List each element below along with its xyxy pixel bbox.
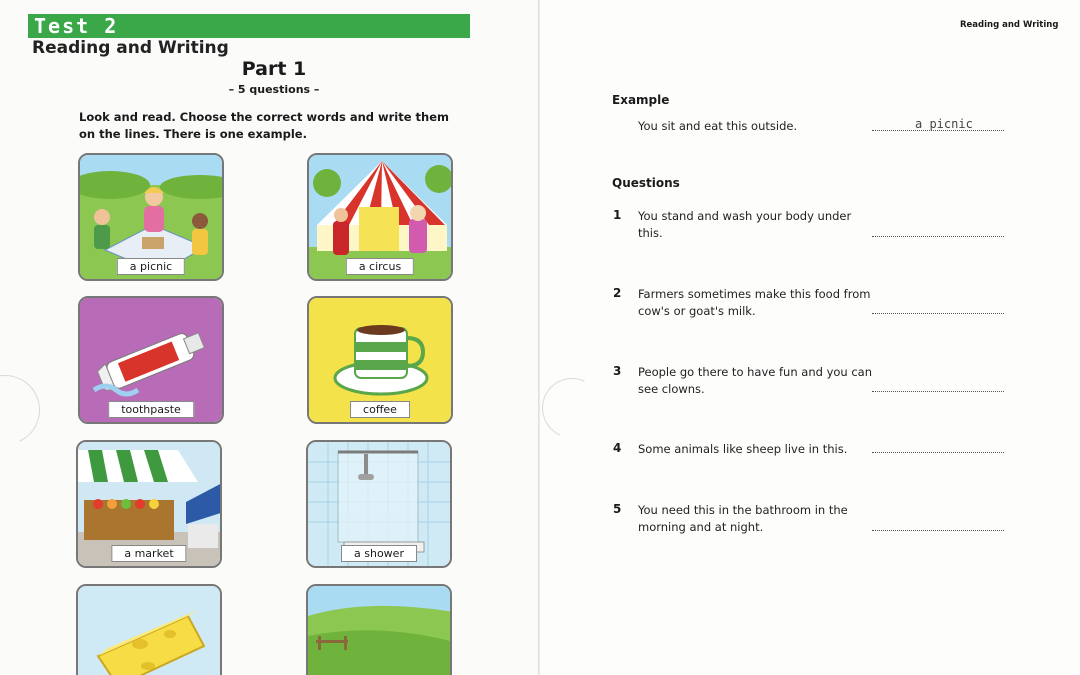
section-title: Reading and Writing bbox=[32, 38, 229, 58]
question-1-number: 1 bbox=[613, 208, 622, 222]
binder-mark bbox=[0, 365, 50, 455]
question-1-answer-line[interactable] bbox=[872, 236, 1004, 237]
question-4-number: 4 bbox=[613, 441, 622, 455]
instructions: Look and read. Choose the correct words and write them on the lines. There is one example. bbox=[79, 110, 450, 141]
shower-label: a shower bbox=[341, 545, 417, 562]
coffee-card bbox=[307, 296, 453, 424]
picnic-card bbox=[78, 153, 224, 281]
question-5-answer-line[interactable] bbox=[872, 530, 1004, 531]
toothpaste-label: toothpaste bbox=[108, 401, 194, 418]
question-2-text: Farmers sometimes make this food from cow's or goat's milk. bbox=[638, 287, 871, 318]
shower-card bbox=[306, 440, 452, 568]
question-5-text: You need this in the bathroom in the morning and at night. bbox=[638, 503, 848, 534]
toothpaste-card bbox=[78, 296, 224, 424]
question-3-answer-line[interactable] bbox=[872, 391, 1004, 392]
question-5-number: 5 bbox=[613, 502, 622, 516]
circus-label: a circus bbox=[346, 258, 414, 275]
question-3-number: 3 bbox=[613, 364, 622, 378]
picnic-label: a picnic bbox=[117, 258, 185, 275]
market-label: a market bbox=[111, 545, 186, 562]
example-heading: Example bbox=[612, 93, 670, 107]
cheese-card bbox=[76, 584, 222, 675]
question-3-text: People go there to have fun and you can see clowns. bbox=[638, 365, 873, 396]
part-title: Part 1 bbox=[241, 58, 307, 80]
circus-card bbox=[307, 153, 453, 281]
market-card bbox=[76, 440, 222, 568]
question-1-text: You stand and wash your body under this. bbox=[638, 209, 852, 240]
example-text: You sit and eat this outside. bbox=[638, 119, 798, 133]
part-subtitle: – 5 questions – bbox=[228, 83, 320, 96]
questions-heading: Questions bbox=[612, 176, 680, 190]
coffee-label: coffee bbox=[350, 401, 410, 418]
test-banner: Test 2 bbox=[28, 14, 470, 38]
question-2-answer-line[interactable] bbox=[872, 313, 1004, 314]
question-2-number: 2 bbox=[613, 286, 622, 300]
question-4-text: Some animals like sheep live in this. bbox=[638, 442, 848, 456]
example-answer: a picnic bbox=[915, 117, 973, 131]
cheese-picture-icon bbox=[78, 586, 222, 675]
field-picture-icon bbox=[308, 586, 452, 675]
running-head: Reading and Writing bbox=[960, 20, 1059, 30]
binder-mark-right bbox=[534, 370, 611, 447]
field-card bbox=[306, 584, 452, 675]
question-4-answer-line[interactable] bbox=[872, 452, 1004, 453]
